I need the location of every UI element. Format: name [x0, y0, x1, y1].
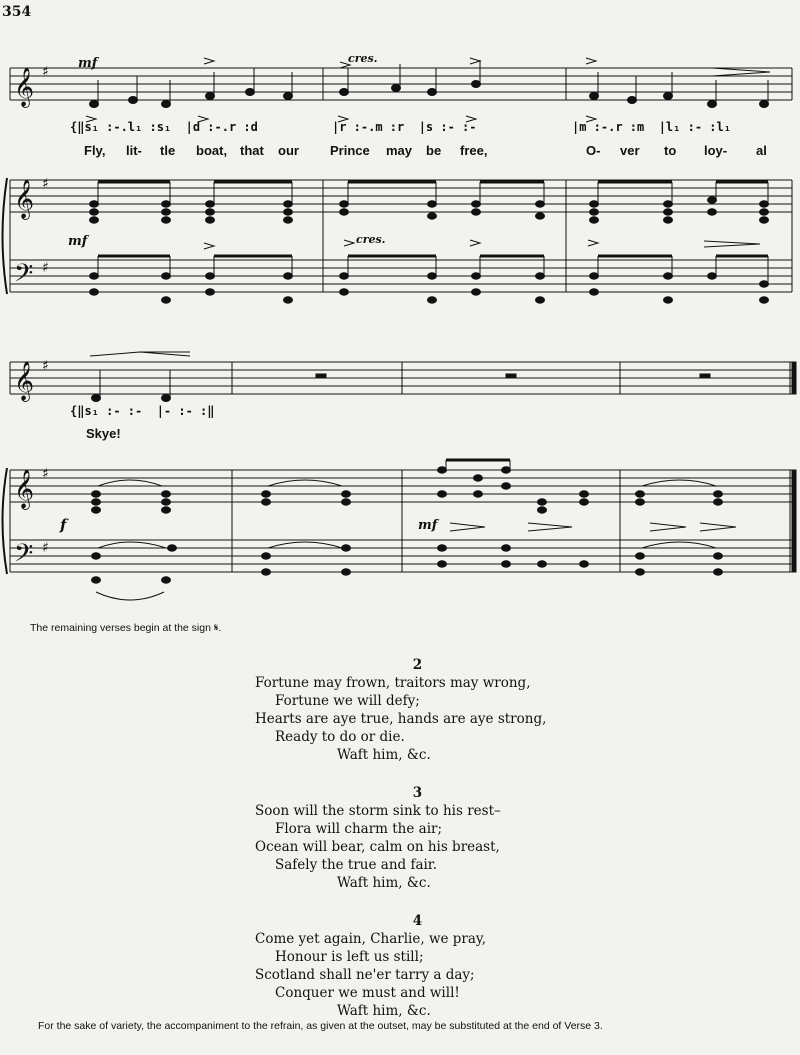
verse-line: Fortune may frown, traitors may wrong,: [255, 675, 531, 691]
svg-text:♯: ♯: [42, 540, 49, 556]
dynamic-f: f: [60, 516, 67, 534]
verse-number: 4: [412, 913, 423, 929]
dynamic-mf-2: mf: [418, 518, 438, 533]
svg-text:𝄞: 𝄞: [14, 179, 35, 219]
piano-bass-staff-1: [10, 260, 792, 292]
verse-line: Scotland shall ne'er tarry a day;: [255, 967, 475, 983]
solfa-system-2: {‖s₁ :- :- |- :- :‖: [70, 404, 215, 418]
lyric-word: loy-: [704, 143, 728, 158]
verse-line: Ready to do or die.: [275, 729, 405, 745]
dynamic-mf-piano: mf: [68, 234, 88, 249]
lyric-word: may: [386, 143, 413, 158]
svg-text:♯: ♯: [42, 176, 49, 192]
lyric-word: that: [240, 143, 264, 158]
svg-text:𝄢: 𝄢: [14, 539, 34, 574]
voice-staff-1: [10, 68, 792, 100]
verses: [255, 648, 595, 1020]
lyric-word: Fly,: [84, 143, 106, 158]
verse-line: Flora will charm the air;: [275, 821, 443, 837]
svg-text:𝄞: 𝄞: [14, 67, 35, 107]
cresc-piano: cres.: [356, 233, 386, 246]
voice-staff-2: [10, 362, 796, 394]
piano-bass-staff-2: [10, 540, 796, 572]
remaining-verses-note: The remaining verses begin at the sign 𝄋.: [30, 622, 222, 634]
lyric-word: Prince: [330, 143, 370, 158]
verse-line: Honour is left us still;: [275, 949, 424, 965]
verse-refrain: Waft him, &c.: [337, 747, 431, 763]
dynamic-mf-voice: mf: [78, 56, 98, 71]
verse-number: 2: [412, 657, 423, 673]
verse-line: Soon will the storm sink to his rest–: [255, 803, 501, 819]
solfa-bar-3: |m :-.r :m |l₁ :- :l₁: [572, 120, 731, 134]
verse-line: Ocean will bear, calm on his breast,: [255, 839, 500, 855]
verse-refrain: Waft him, &c.: [337, 1003, 431, 1019]
chords-bass-1: [90, 256, 769, 303]
verse-line: Safely the true and fair.: [275, 857, 438, 873]
verse-line: Hearts are aye true, hands are aye strong,: [255, 711, 547, 727]
verse-line: Fortune we will defy;: [275, 693, 420, 709]
verse-line: Conquer we must and will!: [275, 985, 460, 1001]
page-number: 354: [2, 4, 32, 20]
solfa-bar-2: |r :-.m :r |s :- :-: [332, 120, 477, 134]
piano-treble-staff-2: [10, 470, 796, 502]
svg-text:♯: ♯: [42, 466, 49, 482]
svg-text:𝄞: 𝄞: [14, 361, 35, 401]
solfa-bar-1: {‖s₁ :-.l₁ :s₁ |d :-.r :d: [70, 120, 258, 134]
lyric-word: our: [278, 143, 299, 158]
svg-text:♯: ♯: [42, 260, 49, 276]
lyric-word-skye: Skye!: [86, 426, 121, 441]
lyric-word: al: [756, 143, 767, 158]
svg-text:♯: ♯: [42, 64, 49, 80]
piano-treble-staff-1: [10, 180, 792, 212]
verse-number: 3: [412, 785, 423, 801]
verse-line: Come yet again, Charlie, we pray,: [255, 931, 487, 947]
lyric-word: free,: [460, 143, 488, 158]
svg-text:𝄞: 𝄞: [14, 469, 35, 509]
verse-refrain: Waft him, &c.: [337, 875, 431, 891]
cresc-voice: cres.: [348, 52, 378, 65]
lyric-word: lit-: [126, 143, 142, 158]
svg-text:♯: ♯: [42, 358, 49, 374]
lyric-word: boat,: [196, 143, 228, 158]
footnote: For the sake of variety, the accompaniment to the refrain, as given at the outset, may be substituted at the end of Verse 3.: [38, 1020, 603, 1032]
svg-text:𝄢: 𝄢: [14, 259, 34, 294]
lyric-word: ver: [620, 143, 640, 158]
lyric-word: to: [664, 143, 677, 158]
lyric-word: O-: [586, 143, 601, 158]
lyric-word: be: [426, 143, 442, 158]
lyric-word: tle: [160, 143, 176, 158]
